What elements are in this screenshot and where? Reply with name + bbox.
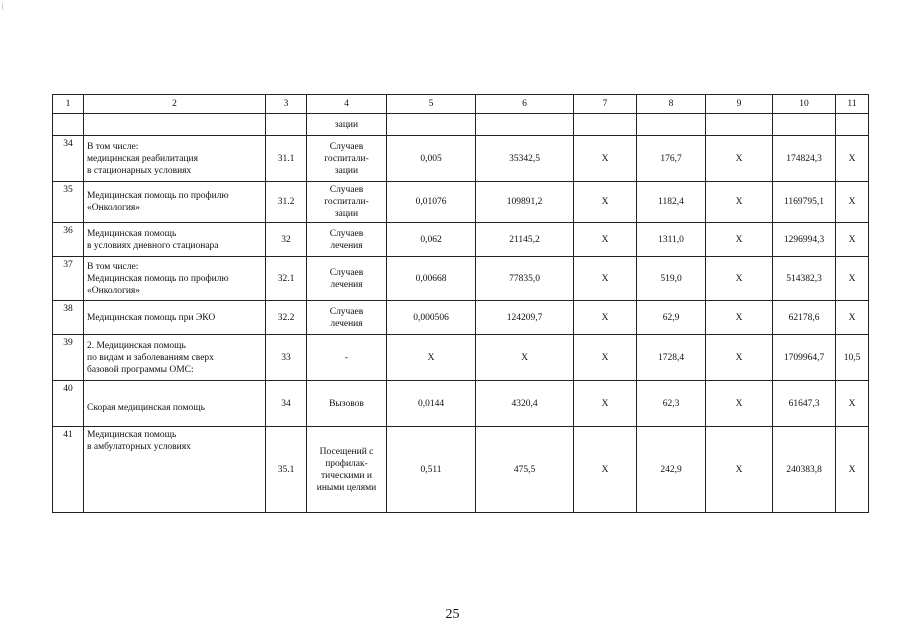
cell-col-6: 475,5	[476, 427, 574, 513]
cell-col-6: 124209,7	[476, 301, 574, 335]
cell-col-7: X	[574, 223, 637, 257]
table-row	[53, 427, 869, 513]
header-col-5: 5	[387, 95, 476, 114]
row-code: 32.1	[266, 257, 307, 301]
header-col-4: 4	[307, 95, 387, 114]
cell-col-10: 240383,8	[773, 427, 836, 513]
cell-col-5: 0,000506	[387, 301, 476, 335]
cell-col-8: 62,9	[637, 301, 706, 335]
row-number: 38	[53, 301, 84, 335]
cell-col-5: 0,511	[387, 427, 476, 513]
cell	[706, 114, 773, 136]
data-table	[52, 94, 869, 513]
cell-col-9: X	[706, 257, 773, 301]
cell-col-6: 4320,4	[476, 381, 574, 427]
cell-col-7: X	[574, 301, 637, 335]
cell-col-9: X	[706, 182, 773, 223]
cell-col-10: 61647,3	[773, 381, 836, 427]
cell-col-7: X	[574, 182, 637, 223]
cell-col-5: 0,00668	[387, 257, 476, 301]
page-number: 25	[445, 607, 460, 622]
row-description: В том числе: Медицинская помощь по профилю «Онкология»	[84, 257, 266, 301]
corner-mark: {	[1, 2, 5, 10]
row-code: 31.1	[266, 136, 307, 182]
cell-col-7: X	[574, 427, 637, 513]
cell	[836, 114, 869, 136]
cell-col-6: 21145,2	[476, 223, 574, 257]
cell-col-8: 1311,0	[637, 223, 706, 257]
cell-col-11: X	[836, 427, 869, 513]
cell-col-6: X	[476, 335, 574, 381]
row-description: Медицинская помощь по профилю «Онкология»	[84, 182, 266, 223]
row-description: Скорая медицинская помощь	[84, 381, 266, 427]
header-col-6: 6	[476, 95, 574, 114]
header-col-10: 10	[773, 95, 836, 114]
header-col-9: 9	[706, 95, 773, 114]
cell-col-8: 1728,4	[637, 335, 706, 381]
row-description: Медицинская помощь при ЭКО	[84, 301, 266, 335]
cell-col-5: 0,0144	[387, 381, 476, 427]
cell	[637, 114, 706, 136]
row-code: 33	[266, 335, 307, 381]
cell-col-11: X	[836, 301, 869, 335]
row-unit: Вызовов	[307, 381, 387, 427]
table-row	[53, 136, 869, 182]
header-col-7: 7	[574, 95, 637, 114]
table-row	[53, 335, 869, 381]
cell-col-9: X	[706, 136, 773, 182]
cell-col-6: 109891,2	[476, 182, 574, 223]
cell-col-7: X	[574, 335, 637, 381]
row-description: 2. Медицинская помощь по видам и заболеваниям сверх базовой программы ОМС:	[84, 335, 266, 381]
cell-col-8: 176,7	[637, 136, 706, 182]
cell-col-5: 0,01076	[387, 182, 476, 223]
cell-col-10: 514382,3	[773, 257, 836, 301]
row-number: 35	[53, 182, 84, 223]
cell-col-11: X	[836, 223, 869, 257]
cell-col-9: X	[706, 223, 773, 257]
row-unit: Случаев госпитали- зации	[307, 182, 387, 223]
header-col-3: 3	[266, 95, 307, 114]
cell-col-11: 10,5	[836, 335, 869, 381]
row-code: 34	[266, 381, 307, 427]
row-unit: -	[307, 335, 387, 381]
row-code: 32.2	[266, 301, 307, 335]
table-row	[53, 223, 869, 257]
cell-col-10: 1709964,7	[773, 335, 836, 381]
row-unit: Случаев госпитали- зации	[307, 136, 387, 182]
cell	[53, 114, 84, 136]
cell-col-10: 1169795,1	[773, 182, 836, 223]
cell-col-7: X	[574, 136, 637, 182]
cell-col-9: X	[706, 427, 773, 513]
cell-col-10: 1296994,3	[773, 223, 836, 257]
cell-col-5: X	[387, 335, 476, 381]
table-row	[53, 257, 869, 301]
row-number: 40	[53, 381, 84, 427]
cell-unit: зации	[307, 114, 387, 136]
row-number: 34	[53, 136, 84, 182]
cell-col-9: X	[706, 335, 773, 381]
table-row	[53, 301, 869, 335]
header-col-1: 1	[53, 95, 84, 114]
header-col-2: 2	[84, 95, 266, 114]
cell-col-5: 0,005	[387, 136, 476, 182]
cell-col-11: X	[836, 136, 869, 182]
cell-col-9: X	[706, 301, 773, 335]
header-row	[53, 95, 869, 114]
header-col-8: 8	[637, 95, 706, 114]
row-code: 32	[266, 223, 307, 257]
continuation-row	[53, 114, 869, 136]
cell-col-8: 1182,4	[637, 182, 706, 223]
cell-col-8: 242,9	[637, 427, 706, 513]
cell	[476, 114, 574, 136]
cell-col-11: X	[836, 257, 869, 301]
cell-col-8: 62,3	[637, 381, 706, 427]
row-number: 36	[53, 223, 84, 257]
cell	[773, 114, 836, 136]
row-number: 39	[53, 335, 84, 381]
table-row	[53, 182, 869, 223]
cell	[266, 114, 307, 136]
row-unit: Случаев лечения	[307, 223, 387, 257]
row-unit: Случаев лечения	[307, 257, 387, 301]
cell-col-8: 519,0	[637, 257, 706, 301]
row-code: 31.2	[266, 182, 307, 223]
cell-col-7: X	[574, 257, 637, 301]
cell	[387, 114, 476, 136]
cell-col-7: X	[574, 381, 637, 427]
cell	[84, 114, 266, 136]
row-code: 35.1	[266, 427, 307, 513]
row-unit: Случаев лечения	[307, 301, 387, 335]
cell-col-6: 77835,0	[476, 257, 574, 301]
row-description: Медицинская помощь в условиях дневного стационара	[84, 223, 266, 257]
cell	[574, 114, 637, 136]
cell-col-10: 174824,3	[773, 136, 836, 182]
header-col-11: 11	[836, 95, 869, 114]
cell-col-5: 0,062	[387, 223, 476, 257]
cell-col-10: 62178,6	[773, 301, 836, 335]
row-number: 37	[53, 257, 84, 301]
cell-col-6: 35342,5	[476, 136, 574, 182]
row-unit: Посещений с профилак- тическими и иными целями	[307, 427, 387, 513]
cell-col-11: X	[836, 381, 869, 427]
row-description: Медицинская помощь в амбулаторных условиях	[84, 427, 266, 513]
row-description: В том числе: медицинская реабилитация в стационарных условиях	[84, 136, 266, 182]
cell-col-9: X	[706, 381, 773, 427]
row-number: 41	[53, 427, 84, 513]
cell-col-11: X	[836, 182, 869, 223]
table-row	[53, 381, 869, 427]
